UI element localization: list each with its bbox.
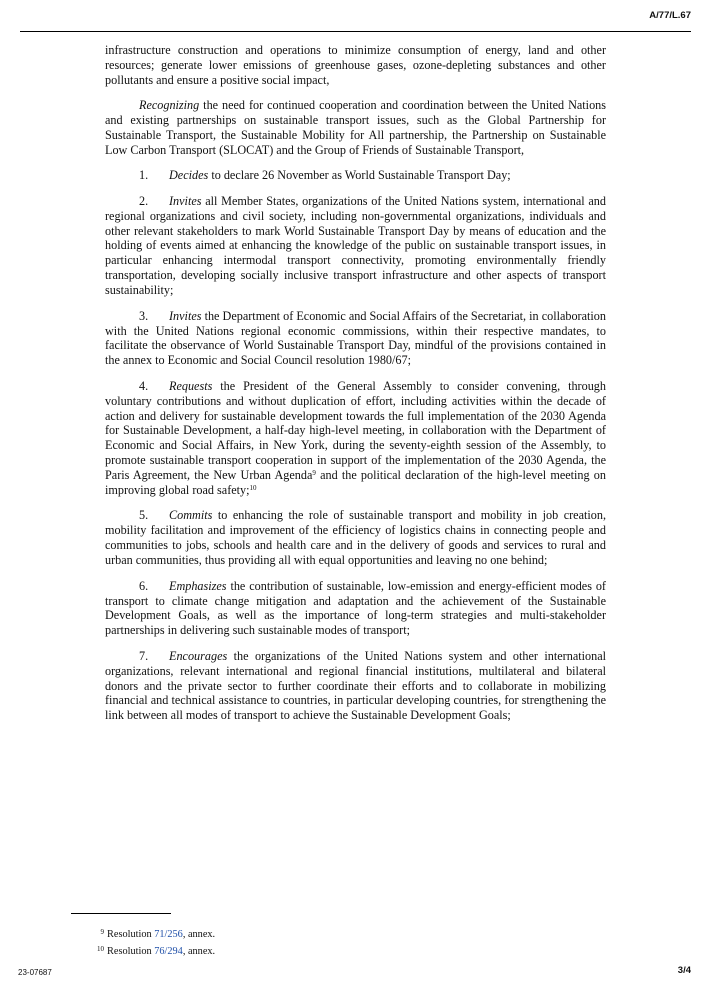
paragraph-text-cont: and the political declaration of the high-level meeting on improving global road safety; — [105, 468, 606, 498]
footnote-ref-9[interactable]: 9 — [312, 469, 316, 478]
paragraph-number: 5. — [139, 508, 149, 523]
paragraph-number: 6. — [139, 578, 149, 593]
paragraph-text: the President of the General Assembly to consider convening, through voluntary contributions and without duplication of effort, including activities within the decade of action and delivery for sustainable development towards the full implementation of the 2030 Agenda for Sustainable Development, a half-day high-level meeting, in collaboration with the Department of Economic and Social Affairs, in New York, during the seventy-eighth session of the Assembly, to promote sustainable transport cooperation in support of the implementation of the 2030 Agenda, the Paris Agreement, the New Urban Agenda — [105, 378, 606, 483]
paragraph-text: the Department of Economic and Social Affairs of the Secretariat, in collaboration with the United Nations regional economic commissions, within their respective mandates, to facilitate the observance of World Sustainable Transport Day, mindful of the provisions contained in the annex to Economic and Social Council resolution 1980/67; — [105, 308, 606, 368]
operative-paragraph-6 — [105, 579, 606, 639]
footnote-suffix: , annex. — [182, 946, 216, 957]
paragraph-text: to enhancing the role of sustainable transport and mobility in job creation, mobility facilitation and improvement of the efficiency of logistics chains in connecting people and communities to jobs, schools and health care and in the delivery of goods and services to rural and urban communities, thus providing all with equal opportunities and leaving no one behind; — [105, 508, 606, 568]
footnote-link-71-256[interactable]: 71/256 — [154, 929, 183, 940]
operative-paragraph-3 — [105, 309, 606, 369]
header-rule — [20, 31, 691, 32]
paragraph-keyword: Encourages — [169, 648, 228, 663]
footnote-prefix: Resolution — [107, 946, 155, 957]
paragraph-text: all Member States, organizations of the United Nations system, international and regional organizations and civil society, including non-governmental organizations, individuals and other relevant stakeholders to mark World Sustainable Transport Day by means of education and the holding of events aimed at enhancing the knowledge of the public on sustainable transport issues, in particular enhancing intermodal transport connectivity, promoting environmentally friendly transportation, developing socially inclusive transport infrastructure and other aspects of transport sustainability; — [105, 193, 606, 298]
footnote-ref-10[interactable]: 10 — [249, 484, 257, 493]
operative-paragraph-5 — [105, 508, 606, 568]
footnotes — [86, 925, 215, 959]
operative-paragraph-4 — [105, 379, 606, 498]
operative-paragraph-7 — [105, 649, 606, 724]
paragraph-number: 4. — [139, 378, 149, 393]
paragraph-number: 1. — [139, 168, 149, 183]
paragraph-number: 2. — [139, 193, 149, 208]
paragraph-number: 7. — [139, 648, 149, 663]
footnote-9 — [86, 925, 215, 942]
document-symbol: A/77/L.67 — [649, 10, 691, 21]
footnote-link-76-294[interactable]: 76/294 — [154, 946, 183, 957]
paragraph-keyword: Emphasizes — [169, 578, 227, 593]
paragraph-number: 3. — [139, 308, 149, 323]
paragraph-keyword: Requests — [169, 378, 213, 393]
paragraph-text: the need for continued cooperation and coordination between the United Nations and existing partnerships on sustainable transport issues, such as the Global Partnership for Sustainable Transport, the Sustainable Mobility for All partnership, the Partnership on Sustainable Low Carbon Transport (SLOCAT) and the Group of Friends of Sustainable Transport, — [105, 98, 606, 157]
footnote-prefix: Resolution — [107, 929, 155, 940]
footnote-number: 9 — [100, 928, 104, 936]
operative-paragraph-1 — [105, 168, 606, 183]
paragraph-text: the organizations of the United Nations system and other international organizations, relevant international and regional financial institutions, multilateral and bilateral donors and the private sector to further coordinate their efforts and to collaborate in mobilizing financial and technical assistance to countries, in particular developing countries, for strengthening the link between all modes of transport to achieve the Sustainable Development Goals; — [105, 648, 606, 723]
paragraph-keyword: Decides — [169, 168, 209, 183]
page-number: 3/4 — [677, 965, 691, 976]
footnote-10 — [86, 942, 215, 959]
job-number: 23-07687 — [18, 968, 52, 977]
operative-paragraph-2 — [105, 194, 606, 298]
paragraph-keyword: Invites — [169, 308, 202, 323]
footnote-separator — [71, 913, 171, 914]
footnote-suffix: , annex. — [182, 929, 216, 940]
paragraph-keyword: Invites — [169, 193, 202, 208]
resolution-body — [105, 43, 606, 734]
preamble-paragraph-recognizing — [105, 98, 606, 158]
paragraph-keyword: Commits — [169, 508, 213, 523]
paragraph-keyword: Recognizing — [139, 98, 200, 113]
footnote-number: 10 — [97, 945, 104, 953]
continuation-paragraph: infrastructure construction and operations to minimize consumption of energy, land and other resources; generate lower emissions of greenhouse gases, ozone-depleting substances and other pollutants and ensure a positive social impact, — [105, 43, 606, 87]
paragraph-text: to declare 26 November as World Sustainable Transport Day; — [208, 168, 511, 183]
paragraph-text: the contribution of sustainable, low-emission and energy-efficient modes of transport to climate change mitigation and adaptation and the achievement of the Sustainable Development Goals, as well as the importance of long-term strategies and multi-stakeholder partnerships in delivering such sustainable modes of transport; — [105, 578, 606, 638]
